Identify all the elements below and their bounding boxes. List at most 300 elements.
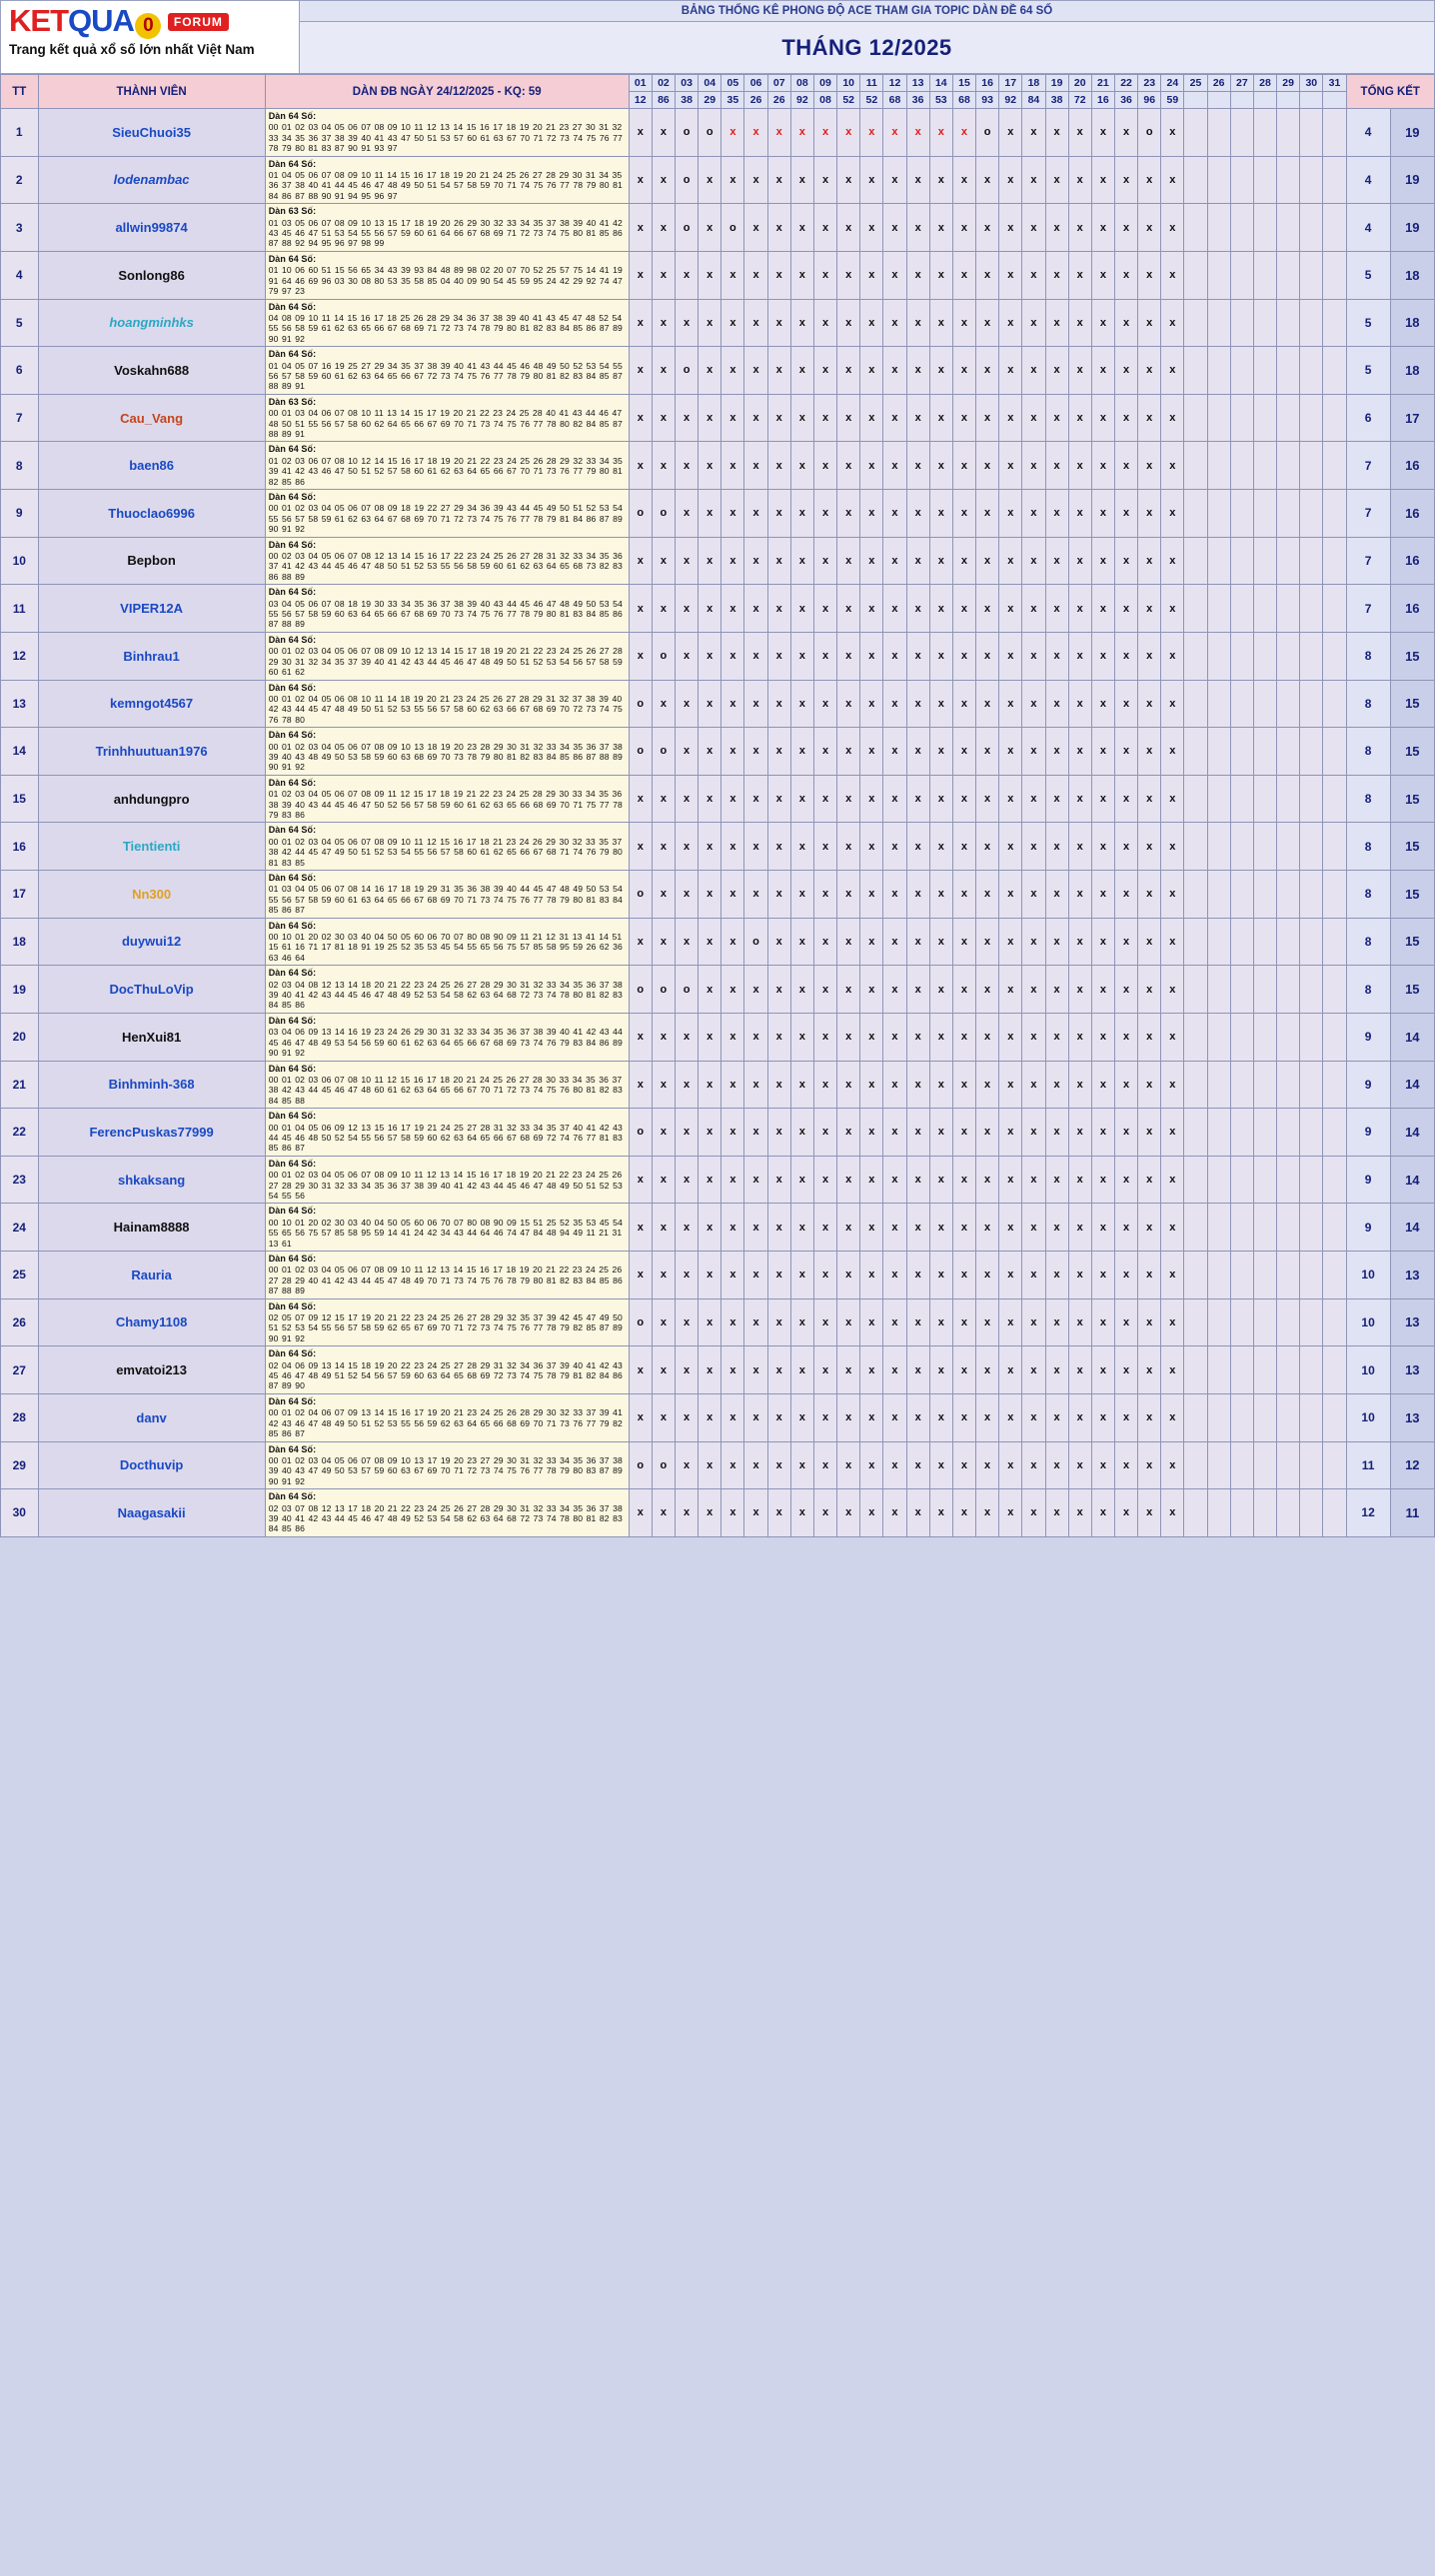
member-name[interactable]: allwin99874 (38, 204, 265, 252)
day-header-03: 03 (676, 75, 699, 92)
mark-cell-27 (1230, 442, 1253, 490)
mark-cell-15: x (952, 1441, 975, 1489)
row-index: 20 (1, 1013, 39, 1061)
mark-cell-12: x (883, 1298, 906, 1346)
mark-cell-01: o (629, 1441, 652, 1489)
mark-cell-25 (1184, 775, 1207, 823)
day-header-23: 23 (1138, 75, 1161, 92)
mark-cell-02: x (652, 1393, 675, 1441)
mark-cell-26 (1207, 585, 1230, 633)
mark-cell-23: x (1138, 1013, 1161, 1061)
mark-cell-16: x (976, 1156, 999, 1204)
total-hit: 15 (1390, 728, 1434, 776)
table-row (1, 775, 1435, 823)
day-header-05: 05 (721, 75, 744, 92)
mark-cell-26 (1207, 442, 1230, 490)
day-result-26 (1207, 92, 1230, 109)
mark-cell-25 (1184, 918, 1207, 966)
mark-cell-01: x (629, 1061, 652, 1109)
mark-cell-14: x (929, 1204, 952, 1252)
mark-cell-27 (1230, 109, 1253, 157)
day-result-28 (1253, 92, 1276, 109)
member-name[interactable]: lodenambac (38, 156, 265, 204)
mark-cell-22: x (1114, 918, 1137, 966)
mark-cell-27 (1230, 1013, 1253, 1061)
mark-cell-01: x (629, 347, 652, 395)
member-name[interactable]: Binhrau1 (38, 632, 265, 680)
mark-cell-10: x (837, 537, 860, 585)
mark-cell-25 (1184, 109, 1207, 157)
table-row (1, 1252, 1435, 1299)
row-index: 17 (1, 871, 39, 919)
row-index: 5 (1, 299, 39, 347)
mark-cell-22: x (1114, 1393, 1137, 1441)
dan-list: 03 04 06 09 13 14 16 19 23 24 26 29 30 31 32 33 34 35 36 37 38 39 40 41 42 43 44 45 46 47 48 49 53 54 56 59 60 61 62 63 64 65 66 67 68 69 73 74 76 79 83 84 86 89 90 91 92 (268, 1027, 623, 1059)
mark-cell-01: x (629, 1346, 652, 1394)
mark-cell-11: x (860, 251, 883, 299)
mark-cell-02: x (652, 1252, 675, 1299)
total-hit: 19 (1390, 109, 1434, 157)
mark-cell-15: x (952, 632, 975, 680)
day-header-12: 12 (883, 75, 906, 92)
mark-cell-28 (1253, 1061, 1276, 1109)
mark-cell-28 (1253, 585, 1276, 633)
mark-cell-20: x (1068, 1204, 1091, 1252)
mark-cell-16: x (976, 204, 999, 252)
mark-cell-20: x (1068, 1393, 1091, 1441)
table-row (1, 680, 1435, 728)
mark-cell-25 (1184, 347, 1207, 395)
mark-cell-30 (1300, 1489, 1323, 1537)
mark-cell-16: x (976, 871, 999, 919)
mark-cell-21: x (1091, 680, 1114, 728)
total-miss: 8 (1346, 728, 1390, 776)
mark-cell-12: x (883, 1252, 906, 1299)
member-name[interactable]: duywui12 (38, 918, 265, 966)
mark-cell-19: x (1045, 1109, 1068, 1157)
mark-cell-10: x (837, 1393, 860, 1441)
mark-cell-30 (1300, 490, 1323, 538)
mark-cell-18: x (1022, 537, 1045, 585)
mark-cell-26 (1207, 109, 1230, 157)
mark-cell-20: x (1068, 299, 1091, 347)
dan-title: Dàn 64 Số: (268, 539, 317, 550)
mark-cell-24: x (1161, 1489, 1184, 1537)
mark-cell-10: x (837, 299, 860, 347)
member-name[interactable]: VIPER12A (38, 585, 265, 633)
day-result-02: 86 (652, 92, 675, 109)
mark-cell-13: x (906, 1061, 929, 1109)
mark-cell-05: x (721, 966, 744, 1014)
member-name[interactable]: SieuChuoi35 (38, 109, 265, 157)
total-hit: 15 (1390, 823, 1434, 871)
mark-cell-09: x (813, 585, 836, 633)
mark-cell-20: x (1068, 918, 1091, 966)
mark-cell-13: x (906, 1441, 929, 1489)
member-name[interactable]: HenXui81 (38, 1013, 265, 1061)
mark-cell-22: x (1114, 680, 1137, 728)
mark-cell-06: x (744, 204, 767, 252)
member-name[interactable]: Hainam8888 (38, 1204, 265, 1252)
mark-cell-12: x (883, 585, 906, 633)
mark-cell-19: x (1045, 823, 1068, 871)
member-name[interactable]: Chamy1108 (38, 1298, 265, 1346)
mark-cell-13: x (906, 1346, 929, 1394)
mark-cell-19: x (1045, 966, 1068, 1014)
mark-cell-16: x (976, 1013, 999, 1061)
mark-cell-10: x (837, 585, 860, 633)
row-index: 7 (1, 394, 39, 442)
mark-cell-22: x (1114, 1204, 1137, 1252)
mark-cell-27 (1230, 347, 1253, 395)
mark-cell-08: x (790, 1204, 813, 1252)
mark-cell-04: x (699, 680, 721, 728)
mark-cell-10: x (837, 632, 860, 680)
mark-cell-08: x (790, 109, 813, 157)
mark-cell-31 (1323, 1109, 1346, 1157)
mark-cell-14: x (929, 1346, 952, 1394)
mark-cell-13: x (906, 1252, 929, 1299)
member-name[interactable]: kemngot4567 (38, 680, 265, 728)
mark-cell-08: x (790, 918, 813, 966)
mark-cell-26 (1207, 251, 1230, 299)
mark-cell-11: x (860, 394, 883, 442)
table-row (1, 1204, 1435, 1252)
mark-cell-07: x (767, 1204, 790, 1252)
mark-cell-19: x (1045, 394, 1068, 442)
mark-cell-11: x (860, 680, 883, 728)
mark-cell-13: x (906, 442, 929, 490)
member-name[interactable]: Trinhhuutuan1976 (38, 728, 265, 776)
mark-cell-08: x (790, 728, 813, 776)
mark-cell-03: x (676, 823, 699, 871)
mark-cell-04: x (699, 966, 721, 1014)
mark-cell-26 (1207, 1346, 1230, 1394)
mark-cell-08: x (790, 1489, 813, 1537)
mark-cell-11: x (860, 1204, 883, 1252)
total-hit: 14 (1390, 1013, 1434, 1061)
mark-cell-04: x (699, 1489, 721, 1537)
mark-cell-30 (1300, 1298, 1323, 1346)
mark-cell-09: x (813, 394, 836, 442)
mark-cell-22: x (1114, 204, 1137, 252)
row-index: 25 (1, 1252, 39, 1299)
mark-cell-23: x (1138, 966, 1161, 1014)
mark-cell-10: x (837, 109, 860, 157)
day-result-06: 26 (744, 92, 767, 109)
mark-cell-22: x (1114, 1061, 1137, 1109)
mark-cell-22: x (1114, 728, 1137, 776)
mark-cell-05: x (721, 1298, 744, 1346)
mark-cell-21: x (1091, 1393, 1114, 1441)
mark-cell-26 (1207, 1109, 1230, 1157)
mark-cell-21: x (1091, 728, 1114, 776)
mark-cell-16: x (976, 1489, 999, 1537)
mark-cell-16: x (976, 1441, 999, 1489)
mark-cell-11: x (860, 1393, 883, 1441)
member-name[interactable]: FerencPuskas77999 (38, 1109, 265, 1157)
mark-cell-12: x (883, 394, 906, 442)
mark-cell-02: x (652, 251, 675, 299)
member-name[interactable]: hoangminhks (38, 299, 265, 347)
member-name[interactable]: Binhminh-368 (38, 1061, 265, 1109)
mark-cell-23: x (1138, 680, 1161, 728)
mark-cell-18: x (1022, 680, 1045, 728)
day-header-18: 18 (1022, 75, 1045, 92)
row-index: 1 (1, 109, 39, 157)
member-name[interactable]: Sonlong86 (38, 251, 265, 299)
member-name[interactable]: emvatoi213 (38, 1346, 265, 1394)
mark-cell-15: x (952, 156, 975, 204)
mark-cell-20: x (1068, 823, 1091, 871)
day-result-29 (1277, 92, 1300, 109)
day-header-09: 09 (813, 75, 836, 92)
total-hit: 15 (1390, 918, 1434, 966)
mark-cell-01: x (629, 442, 652, 490)
mark-cell-26 (1207, 775, 1230, 823)
mark-cell-12: x (883, 347, 906, 395)
mark-cell-24: x (1161, 490, 1184, 538)
mark-cell-10: x (837, 680, 860, 728)
mark-cell-28 (1253, 109, 1276, 157)
day-header-20: 20 (1068, 75, 1091, 92)
mark-cell-24: x (1161, 156, 1184, 204)
member-name[interactable]: Tientienti (38, 823, 265, 871)
member-name[interactable]: Docthuvip (38, 1441, 265, 1489)
member-name[interactable]: shkaksang (38, 1156, 265, 1204)
mark-cell-29 (1277, 585, 1300, 633)
mark-cell-22: x (1114, 823, 1137, 871)
mark-cell-05: x (721, 490, 744, 538)
mark-cell-09: x (813, 823, 836, 871)
mark-cell-31 (1323, 728, 1346, 776)
mark-cell-12: x (883, 1393, 906, 1441)
mark-cell-10: x (837, 1061, 860, 1109)
dan-list: 00 01 02 03 04 05 06 07 08 09 10 13 17 19 20 23 27 29 30 31 32 33 34 35 36 37 38 39 40 43 47 49 50 53 57 59 60 63 67 69 70 71 72 73 74 75 76 77 78 79 80 83 87 89 90 91 92 (268, 1454, 623, 1486)
total-hit: 16 (1390, 585, 1434, 633)
mark-cell-22: x (1114, 1298, 1137, 1346)
col-tt: TT (1, 75, 39, 109)
mark-cell-05: x (721, 156, 744, 204)
mark-cell-02: x (652, 1109, 675, 1157)
day-header-22: 22 (1114, 75, 1137, 92)
table-row (1, 728, 1435, 776)
mark-cell-04: x (699, 585, 721, 633)
mark-cell-10: x (837, 966, 860, 1014)
day-header-10: 10 (837, 75, 860, 92)
mark-cell-08: x (790, 1298, 813, 1346)
dan-title: Dàn 64 Số: (268, 825, 317, 836)
total-hit: 16 (1390, 490, 1434, 538)
mark-cell-15: x (952, 442, 975, 490)
mark-cell-21: x (1091, 585, 1114, 633)
mark-cell-22: x (1114, 251, 1137, 299)
dan-numbers (265, 1441, 629, 1489)
mark-cell-11: x (860, 1346, 883, 1394)
mark-cell-03: x (676, 871, 699, 919)
mark-cell-04: x (699, 347, 721, 395)
mark-cell-03: o (676, 204, 699, 252)
mark-cell-16: x (976, 537, 999, 585)
member-name[interactable]: Voskahn688 (38, 347, 265, 395)
dan-list: 01 02 03 06 07 08 10 12 14 15 16 17 18 19 20 21 22 23 24 25 26 28 29 32 33 34 35 39 41 42 43 46 47 50 51 52 57 58 60 61 62 63 64 65 66 67 70 71 73 76 77 79 80 81 82 85 86 (268, 455, 623, 487)
mark-cell-07: x (767, 251, 790, 299)
mark-cell-03: x (676, 251, 699, 299)
mark-cell-24: x (1161, 871, 1184, 919)
day-result-07: 26 (767, 92, 790, 109)
mark-cell-10: x (837, 871, 860, 919)
table-row (1, 1346, 1435, 1394)
site-logo[interactable] (0, 0, 300, 74)
mark-cell-09: x (813, 1298, 836, 1346)
mark-cell-25 (1184, 490, 1207, 538)
mark-cell-31 (1323, 823, 1346, 871)
total-miss: 10 (1346, 1298, 1390, 1346)
mark-cell-17: x (999, 775, 1022, 823)
total-hit: 18 (1390, 299, 1434, 347)
mark-cell-08: x (790, 299, 813, 347)
mark-cell-14: x (929, 728, 952, 776)
mark-cell-31 (1323, 1393, 1346, 1441)
member-name[interactable]: DocThuLoVip (38, 966, 265, 1014)
mark-cell-21: x (1091, 966, 1114, 1014)
total-miss: 7 (1346, 490, 1390, 538)
mark-cell-24: x (1161, 204, 1184, 252)
mark-cell-15: x (952, 871, 975, 919)
row-index: 24 (1, 1204, 39, 1252)
mark-cell-05: x (721, 109, 744, 157)
table-row (1, 394, 1435, 442)
member-name[interactable]: Bepbon (38, 537, 265, 585)
mark-cell-08: x (790, 251, 813, 299)
mark-cell-05: x (721, 823, 744, 871)
mark-cell-13: x (906, 1156, 929, 1204)
mark-cell-22: x (1114, 156, 1137, 204)
mark-cell-06: x (744, 585, 767, 633)
member-name[interactable]: danv (38, 1393, 265, 1441)
mark-cell-14: x (929, 1013, 952, 1061)
member-name[interactable]: Rauria (38, 1252, 265, 1299)
mark-cell-17: x (999, 394, 1022, 442)
mark-cell-31 (1323, 871, 1346, 919)
mark-cell-09: x (813, 537, 836, 585)
mark-cell-25 (1184, 585, 1207, 633)
header-title: THÁNG 12/2025 (300, 22, 1434, 73)
mark-cell-29 (1277, 1013, 1300, 1061)
mark-cell-23: x (1138, 1346, 1161, 1394)
mark-cell-19: x (1045, 632, 1068, 680)
mark-cell-18: x (1022, 347, 1045, 395)
row-index: 11 (1, 585, 39, 633)
dan-title: Dàn 64 Số: (268, 1015, 317, 1026)
mark-cell-21: x (1091, 1252, 1114, 1299)
mark-cell-22: x (1114, 537, 1137, 585)
mark-cell-14: x (929, 680, 952, 728)
mark-cell-26 (1207, 1298, 1230, 1346)
mark-cell-21: x (1091, 251, 1114, 299)
mark-cell-22: x (1114, 1109, 1137, 1157)
mark-cell-05: x (721, 1346, 744, 1394)
mark-cell-15: x (952, 251, 975, 299)
dan-numbers (265, 1061, 629, 1109)
mark-cell-04: x (699, 1156, 721, 1204)
day-header-27: 27 (1230, 75, 1253, 92)
mark-cell-02: o (652, 728, 675, 776)
mark-cell-10: x (837, 490, 860, 538)
mark-cell-07: x (767, 775, 790, 823)
mark-cell-13: x (906, 680, 929, 728)
row-index: 8 (1, 442, 39, 490)
mark-cell-11: x (860, 871, 883, 919)
member-name[interactable]: baen86 (38, 442, 265, 490)
member-name[interactable]: Naagasakii (38, 1489, 265, 1537)
mark-cell-30 (1300, 775, 1323, 823)
mark-cell-03: x (676, 1061, 699, 1109)
mark-cell-25 (1184, 1204, 1207, 1252)
mark-cell-19: x (1045, 1204, 1068, 1252)
row-index: 6 (1, 347, 39, 395)
mark-cell-02: x (652, 1346, 675, 1394)
dan-list: 04 08 09 10 11 14 15 16 17 18 25 26 28 29 34 36 37 38 39 40 41 43 45 47 48 52 54 55 56 58 59 61 62 63 65 66 67 68 69 71 72 73 74 78 79 80 81 82 83 84 85 86 87 89 90 91 92 (268, 312, 623, 344)
mark-cell-30 (1300, 1393, 1323, 1441)
mark-cell-13: x (906, 1298, 929, 1346)
member-name[interactable]: Thuoclao6996 (38, 490, 265, 538)
mark-cell-17: x (999, 537, 1022, 585)
row-index: 27 (1, 1346, 39, 1394)
mark-cell-26 (1207, 204, 1230, 252)
mark-cell-20: x (1068, 156, 1091, 204)
mark-cell-13: x (906, 156, 929, 204)
member-name[interactable]: Nn300 (38, 871, 265, 919)
mark-cell-14: x (929, 823, 952, 871)
mark-cell-10: x (837, 1156, 860, 1204)
row-index: 22 (1, 1109, 39, 1157)
member-name[interactable]: anhdungpro (38, 775, 265, 823)
mark-cell-26 (1207, 823, 1230, 871)
member-name[interactable]: Cau_Vang (38, 394, 265, 442)
mark-cell-11: x (860, 823, 883, 871)
dan-numbers (265, 394, 629, 442)
mark-cell-14: x (929, 1061, 952, 1109)
mark-cell-13: x (906, 347, 929, 395)
mark-cell-24: x (1161, 109, 1184, 157)
dan-list: 02 04 06 09 13 14 15 18 19 20 22 23 24 25 27 28 29 31 32 34 36 37 39 40 41 42 43 45 46 47 48 49 51 52 54 56 57 59 60 63 64 65 68 69 72 73 74 75 78 79 81 82 84 86 87 89 90 (268, 1359, 623, 1391)
mark-cell-16: x (976, 680, 999, 728)
mark-cell-01: x (629, 156, 652, 204)
total-hit: 15 (1390, 680, 1434, 728)
day-header-24: 24 (1161, 75, 1184, 92)
mark-cell-02: x (652, 585, 675, 633)
mark-cell-22: x (1114, 1441, 1137, 1489)
mark-cell-11: x (860, 204, 883, 252)
mark-cell-03: x (676, 775, 699, 823)
mark-cell-28 (1253, 1441, 1276, 1489)
mark-cell-26 (1207, 156, 1230, 204)
mark-cell-31 (1323, 537, 1346, 585)
mark-cell-28 (1253, 1252, 1276, 1299)
mark-cell-10: x (837, 1252, 860, 1299)
mark-cell-15: x (952, 490, 975, 538)
mark-cell-31 (1323, 204, 1346, 252)
mark-cell-22: x (1114, 1252, 1137, 1299)
mark-cell-09: x (813, 490, 836, 538)
mark-cell-07: x (767, 585, 790, 633)
mark-cell-12: x (883, 299, 906, 347)
table-row (1, 537, 1435, 585)
total-hit: 16 (1390, 537, 1434, 585)
total-hit: 16 (1390, 442, 1434, 490)
mark-cell-24: x (1161, 1013, 1184, 1061)
